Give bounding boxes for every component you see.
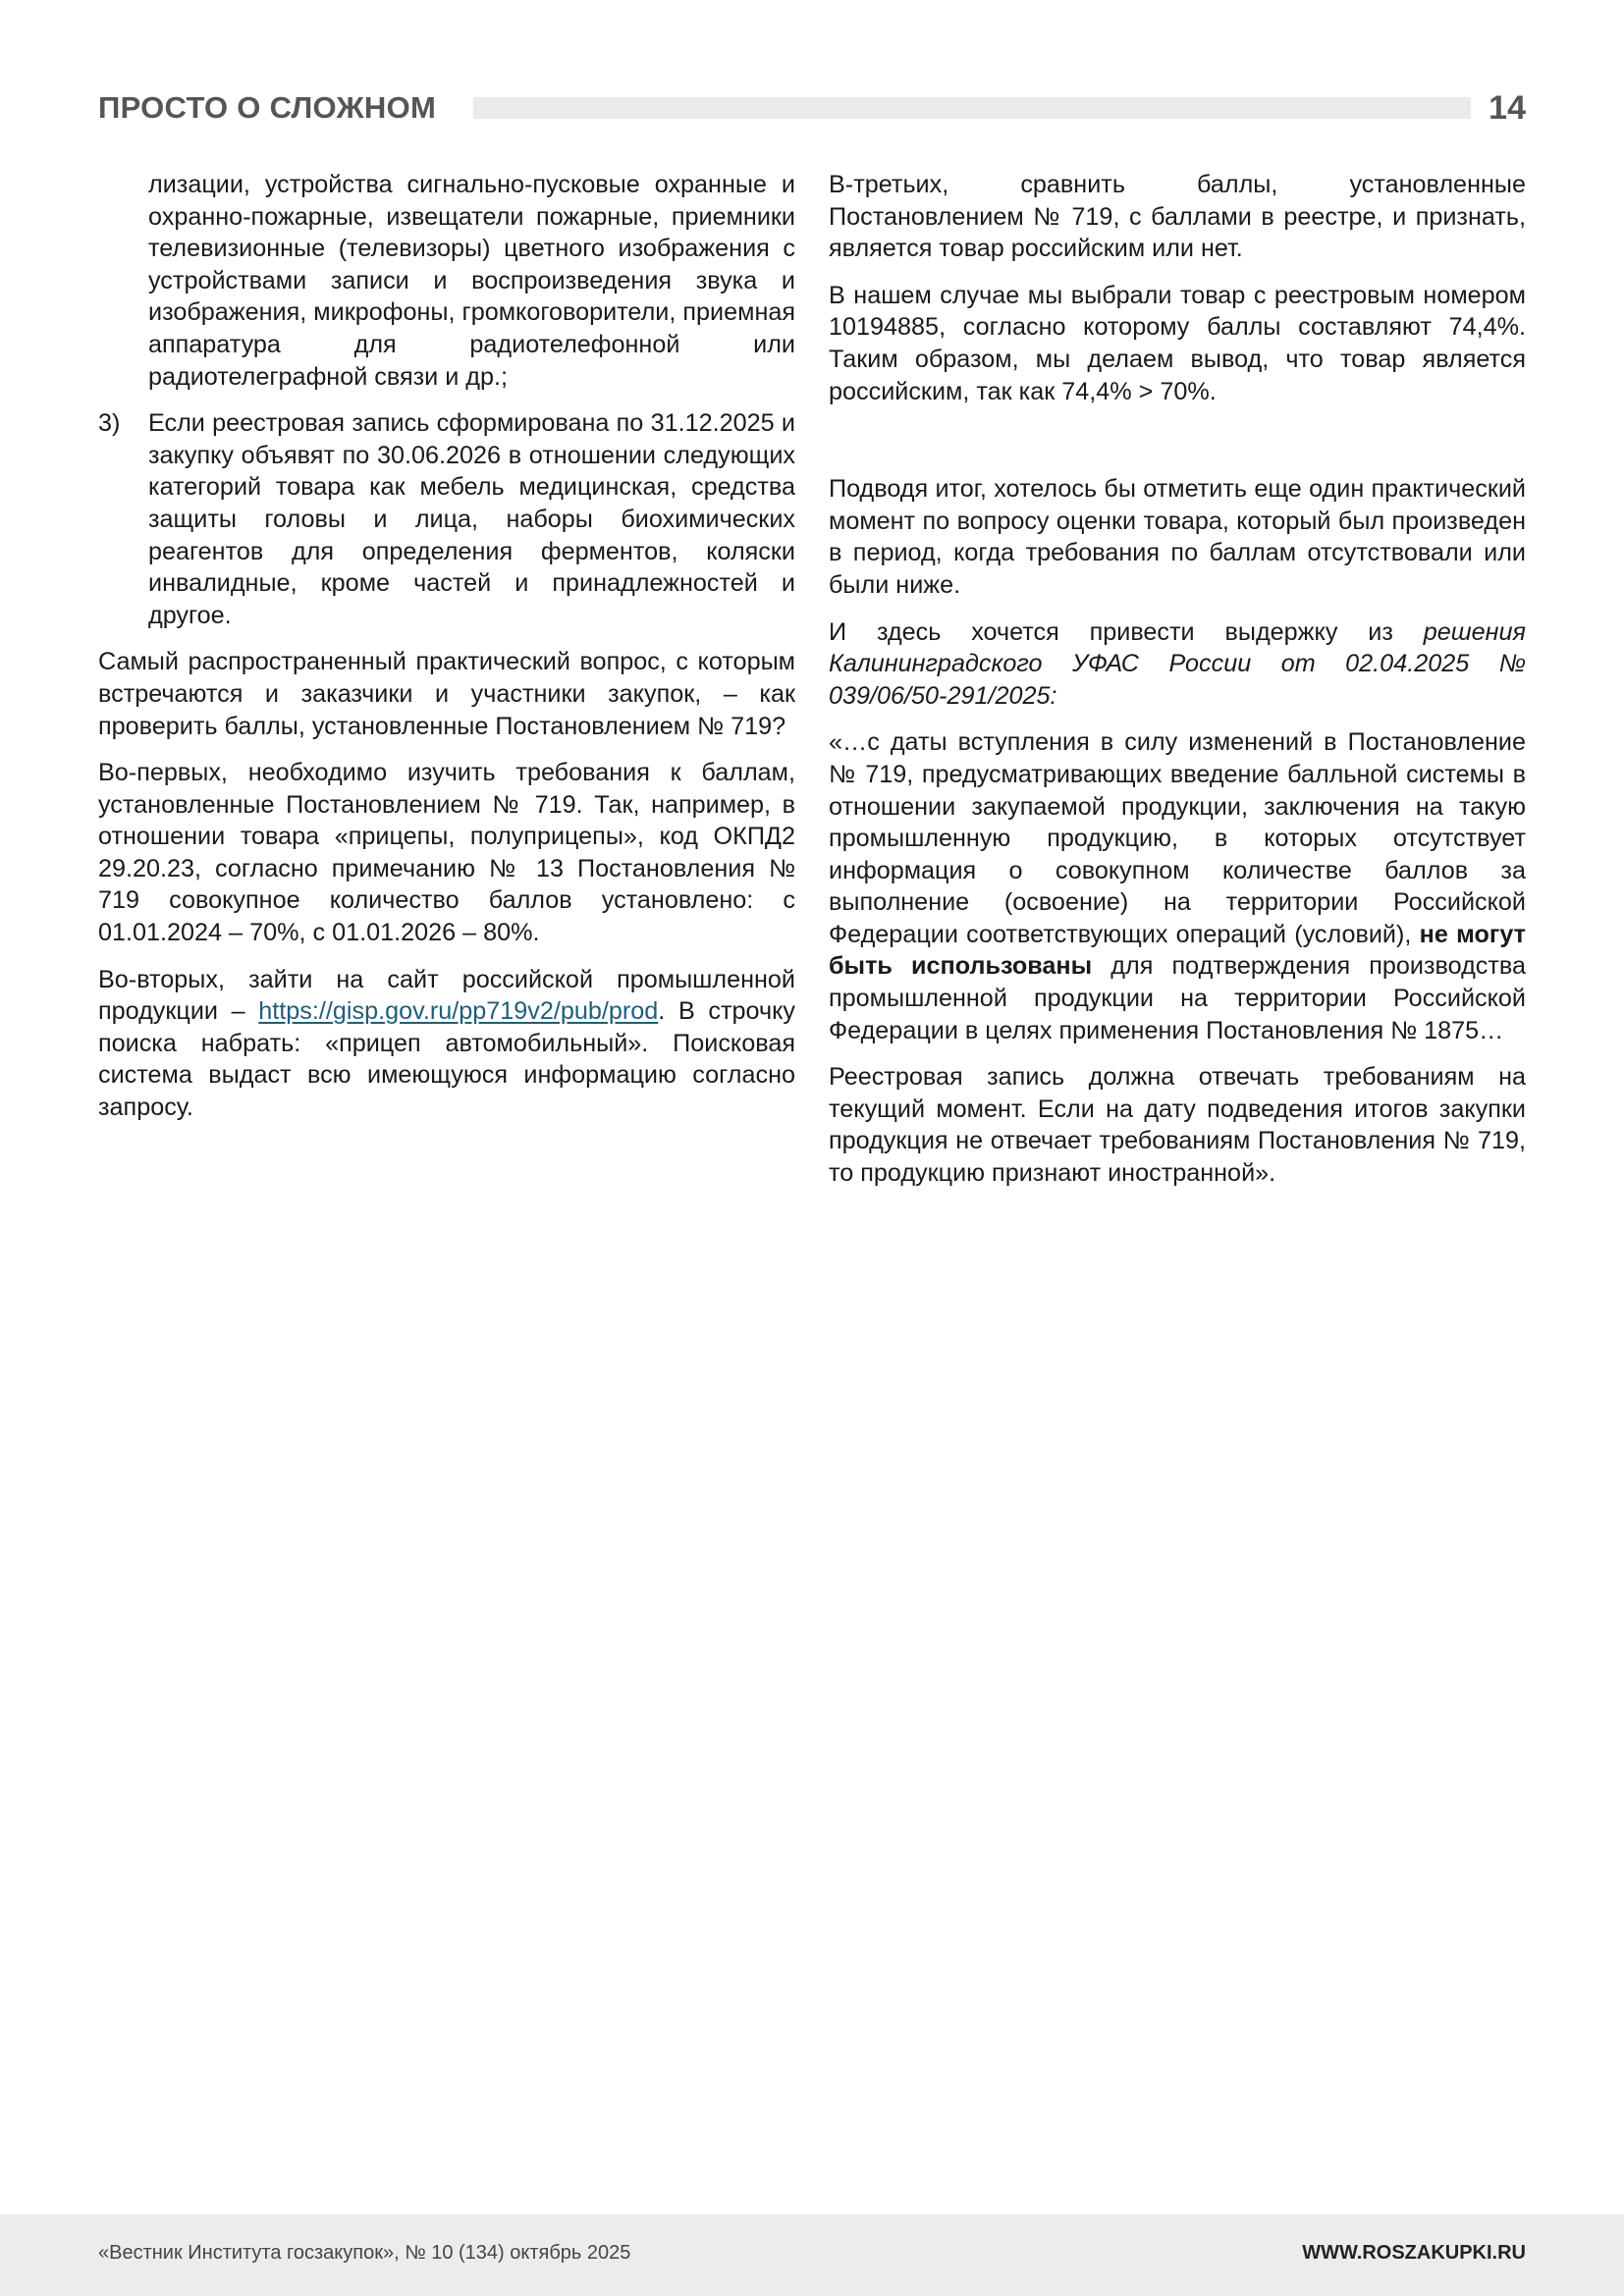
citation-intro-paragraph <box>829 616 1526 713</box>
page-number: 14 <box>1489 88 1526 127</box>
page-footer <box>0 2215 1624 2296</box>
list-item-text: Если реестровая запись сформирована по 31.12.2025 и закупку объявят по 30.06.2026 в отношении следующих категорий товара как мебель медицинская, средства защиты головы и лица, наборы биохимических реагентов для определения ферментов, коляски инвалидные, кроме частей и принадлежностей и другое. <box>148 409 795 629</box>
website-link[interactable]: WWW.ROSZAKUPKI.RU <box>1302 2242 1526 2264</box>
question-paragraph: Самый распространенный практический вопрос, с которым встречаются и заказчики и участники закупок, – как проверить баллы, установленные Постановлением № 719? <box>98 648 795 740</box>
citation-reference: решения Калининградского УФАС России от 02.04.2025 № 039/06/50-291/2025: <box>829 617 1526 710</box>
second-step-text-before: Во-вторых, зайти на сайт российской промышленной продукции – <box>98 965 795 1026</box>
gisp-registry-link[interactable]: https://gisp.gov.ru/pp719v2/pub/prod <box>258 997 659 1026</box>
header-divider-bar <box>473 97 1471 119</box>
example-paragraph: В нашем случае мы выбрали товар с реестровым номером 10194885, согласно которому баллы составляют 74,4%. Таким образом, мы делаем вывод, что товар является российским, так как 74,4% > 70%. <box>829 281 1526 405</box>
second-step-text-after: . В строчку поиска набрать: «прицеп автомобильный». Поисковая система выдаст всю имеющуюся информацию согласно запросу. <box>98 997 795 1122</box>
quote-emphasis: не могут быть использованы <box>829 920 1527 981</box>
section-title: ПРОСТО О СЛОЖНОМ <box>98 90 437 125</box>
conclusion-paragraph: Реестровая запись должна отвечать требованиям на текущий момент. Если на дату подведения итогов закупки продукция не отвечает требованиям Постановления № 719, то продукцию признают иностранной». <box>829 1063 1526 1188</box>
list-item-number: 3) <box>98 409 121 438</box>
quote-text-before: «…с даты вступления в силу изменений в Постановление № 719, предусматривающих введение балльной системы в отношении закупаемой продукции, заключения на такую промышленную продукцию, в которых отсутствует информация о совокупном количестве баллов за выполнение (освоение) на территории Российской Федерации соответствующих операций (условий), <box>829 728 1526 948</box>
summary-paragraph: Подводя итог, хотелось бы отметить еще один практический момент по вопросу оценки товара, который был произведен в период, когда требования по баллам отсутствовали или были ниже. <box>829 475 1526 599</box>
left-column <box>98 169 795 1139</box>
page-header <box>98 86 1526 130</box>
list-item-3 <box>98 407 795 631</box>
section-spacer <box>829 422 1526 473</box>
list-continuation-paragraph: лизации, устройства сигнально-пусковые охранные и охранно-пожарные, извещатели пожарные, приемники телевизионные (телевизоры) цветного изображения с устройствами записи и воспроизведения звука и изображения, микрофоны, громкоговорители, приемная аппаратура для радиотелефонной или радиотелеграфной связи и др.; <box>148 171 795 391</box>
quote-paragraph <box>829 726 1526 1046</box>
third-step-paragraph: В-третьих, сравнить баллы, установленные Постановлением № 719, с баллами в реестре, и признать, является товар российским или нет. <box>829 171 1526 263</box>
right-column <box>829 169 1526 1204</box>
quote-text-after: для подтверждения производства промышленной продукции на территории Российской Федерации в целях применения Постановления № 1875… <box>829 952 1526 1044</box>
second-step-paragraph <box>98 964 795 1124</box>
citation-intro-text: И здесь хочется привести выдержку из <box>829 617 1424 646</box>
first-step-paragraph: Во-первых, необходимо изучить требования к баллам, установленные Постановлением № 719. Так, например, в отношении товара «прицепы, полуприцепы», код ОКПД2 29.20.23, согласно примечанию № 13 Постановления № 719 совокупное количество баллов установлено: с 01.01.2024 – 70%, с 01.01.2026 – 80%. <box>98 759 795 947</box>
publication-info: «Вестник Института госзакупок», № 10 (134) октябрь 2025 <box>98 2242 631 2264</box>
